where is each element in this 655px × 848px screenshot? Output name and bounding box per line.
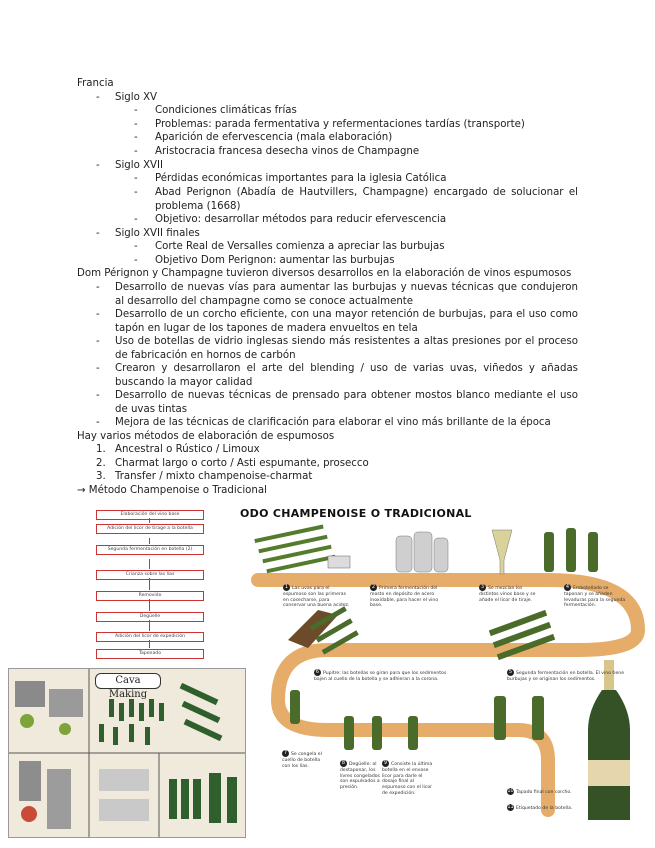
step-caption <box>507 788 587 796</box>
infographic-title: ODO CHAMPENOISE O TRADICIONAL <box>240 507 472 520</box>
step-number: 10 <box>507 788 514 794</box>
step-number: 6 <box>315 669 320 675</box>
step-caption <box>340 760 380 791</box>
dom-intro: Dom Pérignon y Champagne tuvieron diversos desarrollos en la elaboración de vinos espumosos <box>77 268 572 279</box>
step-caption <box>314 669 454 683</box>
step-text: Segunda fermentación en botella. El vino tiene burbujas y se originan los sedimentos. <box>507 671 625 682</box>
s15-item: Aparición de efervescencia (mala elaboración) <box>155 132 393 143</box>
step-number: 4 <box>565 584 570 590</box>
bullet-dash: - <box>96 160 100 171</box>
bullet-dash: - <box>96 390 100 401</box>
bullet-dash: - <box>134 146 138 157</box>
step-number: 1 <box>284 584 289 590</box>
flow-arrow <box>149 559 150 569</box>
flow-arrow <box>149 640 150 648</box>
cava-title: Cava Making <box>95 673 161 689</box>
bullet-dash: - <box>134 173 138 184</box>
s17f-item: Objetivo Dom Perignon: aumentar las burbujas <box>155 255 395 266</box>
method-number: 2. <box>96 458 106 469</box>
flow-arrow <box>149 620 150 631</box>
method-item: Charmat largo o corto / Asti espumante, prosecco <box>115 458 369 469</box>
bullet-dash: - <box>96 92 100 103</box>
method-item: Ancestral o Rústico / Limoux <box>115 444 260 455</box>
flow-arrow <box>149 518 150 523</box>
s17f-item: Corte Real de Versalles comienza a apreciar las burbujas <box>155 241 445 252</box>
step-number: 5 <box>508 669 513 675</box>
dom-item: Desarrollo de un corcho eficiente, con una mayor retención de burbujas, para el uso como tapón en lugar de los tapones de madera envueltos en tela <box>115 309 578 334</box>
bullet-dash: - <box>134 105 138 116</box>
dom-item: Desarrollo de nuevas técnicas de prensado para obtener mostos blanco mediante el uso de uvas tintas <box>115 390 578 415</box>
step-caption <box>370 584 440 609</box>
flow-step: Elaboración del vino base <box>96 510 204 520</box>
s17-item: Objetivo: desarrollar métodos para reducir efervescencia <box>155 214 447 225</box>
step-text: Tapado final con corcho. <box>516 790 572 795</box>
heading-siglo-xv: Siglo XV <box>115 92 158 103</box>
flow-step: Adición del licor de tirage a la botella <box>96 524 204 534</box>
dom-item: Uso de botellas de vidrio inglesas siendo más resistentes a altas presiones por el proceso de fabricación en hornos de carbón <box>115 336 578 361</box>
step-text: Se mezclan los distintos vinos base y se añade el licor de tiraje. <box>479 586 536 603</box>
bullet-dash: - <box>134 241 138 252</box>
bullet-dash: - <box>134 132 138 143</box>
cava-making-illustration <box>8 668 246 838</box>
step-caption <box>382 760 434 797</box>
step-number: 11 <box>507 804 514 810</box>
heading-francia: Francia <box>77 78 114 89</box>
bullet-dash: - <box>96 363 100 374</box>
method-number: 1. <box>96 444 106 455</box>
step-caption <box>479 584 541 603</box>
s15-item: Aristocracia francesa desecha vinos de Champagne <box>155 146 420 157</box>
bullet-dash: - <box>134 187 138 198</box>
dom-item: Desarrollo de nuevas vías para aumentar las burbujas y nuevas técnicas que condujeron al desarrollo del champagne como se conoce actualmente <box>115 282 578 307</box>
flow-step: Crianza sobre las lías <box>96 570 204 580</box>
step-text: Etiquetado de la botella. <box>516 806 573 811</box>
dom-item: Mejora de las técnicas de clarificación para elaborar el vino más brillante de la época <box>115 417 551 428</box>
method-number: 3. <box>96 471 106 482</box>
s17-item: Abad Perignon (Abadía de Hautvillers, Champagne) encargado de solucionar el problema (1668) <box>155 187 578 212</box>
step-text: Consiste la última botella en el envase licor para darle el dosaje final al espumoso con el licor de expedición. <box>382 762 433 796</box>
flow-step: Adición del licor de expedición <box>96 632 204 642</box>
s17-item: Pérdidas económicas importantes para la iglesia Católica <box>155 173 447 184</box>
heading-siglo-xvii-finales: Siglo XVII finales <box>115 228 200 239</box>
step-caption <box>282 750 326 769</box>
bullet-dash: - <box>134 119 138 130</box>
step-number: 8 <box>341 760 346 766</box>
step-text: Degüelle: al destaponar, los lívres congelados son expulsados a presión. <box>340 762 380 791</box>
flow-step: Degüelle <box>96 612 204 622</box>
dom-item: Crearon y desarrollaron el arte del blending / uso de varias uvas, viñedos y añadas buscando la mayor calidad <box>115 363 578 388</box>
flow-step: Segunda fermentación en botella (2) <box>96 545 204 555</box>
method-item: Transfer / mixto champenoise-charmat <box>115 471 313 482</box>
flow-step: Taponado <box>96 649 204 659</box>
step-text: Se congela el cuello de botella con los lías. <box>282 752 322 769</box>
bullet-dash: - <box>96 309 100 320</box>
step-caption <box>507 669 627 683</box>
bullet-dash: - <box>96 228 100 239</box>
flow-arrow <box>149 538 150 544</box>
s15-item: Problemas: parada fermentativa y refermentaciones tardías (transporte) <box>155 119 525 130</box>
s15-item: Condiciones climáticas frías <box>155 105 297 116</box>
step-number: 7 <box>283 750 288 756</box>
bullet-dash: - <box>134 214 138 225</box>
bullet-dash: - <box>96 282 100 293</box>
champenoise-line: → Método Champenoise o Tradicional <box>77 485 267 496</box>
step-caption <box>507 804 587 812</box>
bullet-dash: - <box>96 336 100 347</box>
step-text: Primera fermentación del mosto en depósito de acero inoxidable, para hacer el vino base. <box>370 586 439 609</box>
step-number: 3 <box>480 584 485 590</box>
step-number: 2 <box>371 584 376 590</box>
step-caption <box>283 584 353 609</box>
step-text: Las uvas para el espumoso son las primeras en cosecharse, para conservar una buena acidez. <box>283 586 350 609</box>
bullet-dash: - <box>96 417 100 428</box>
step-text: Embotellado se taponan y se añaden levaduras para la segunda fermentación. <box>564 586 626 609</box>
flow-step: Removido <box>96 591 204 601</box>
flow-arrow <box>149 578 150 590</box>
bullet-dash: - <box>134 255 138 266</box>
methods-intro: Hay varios métodos de elaboración de espumosos <box>77 431 335 442</box>
step-text: Pupitre: las botellas se giran para que los sedimentos bajen al cuello de la botella y se adhieran a la corona. <box>314 671 447 682</box>
step-number: 9 <box>383 760 388 766</box>
heading-siglo-xvii: Siglo XVII <box>115 160 164 171</box>
step-caption <box>564 584 626 609</box>
flow-arrow <box>149 599 150 611</box>
